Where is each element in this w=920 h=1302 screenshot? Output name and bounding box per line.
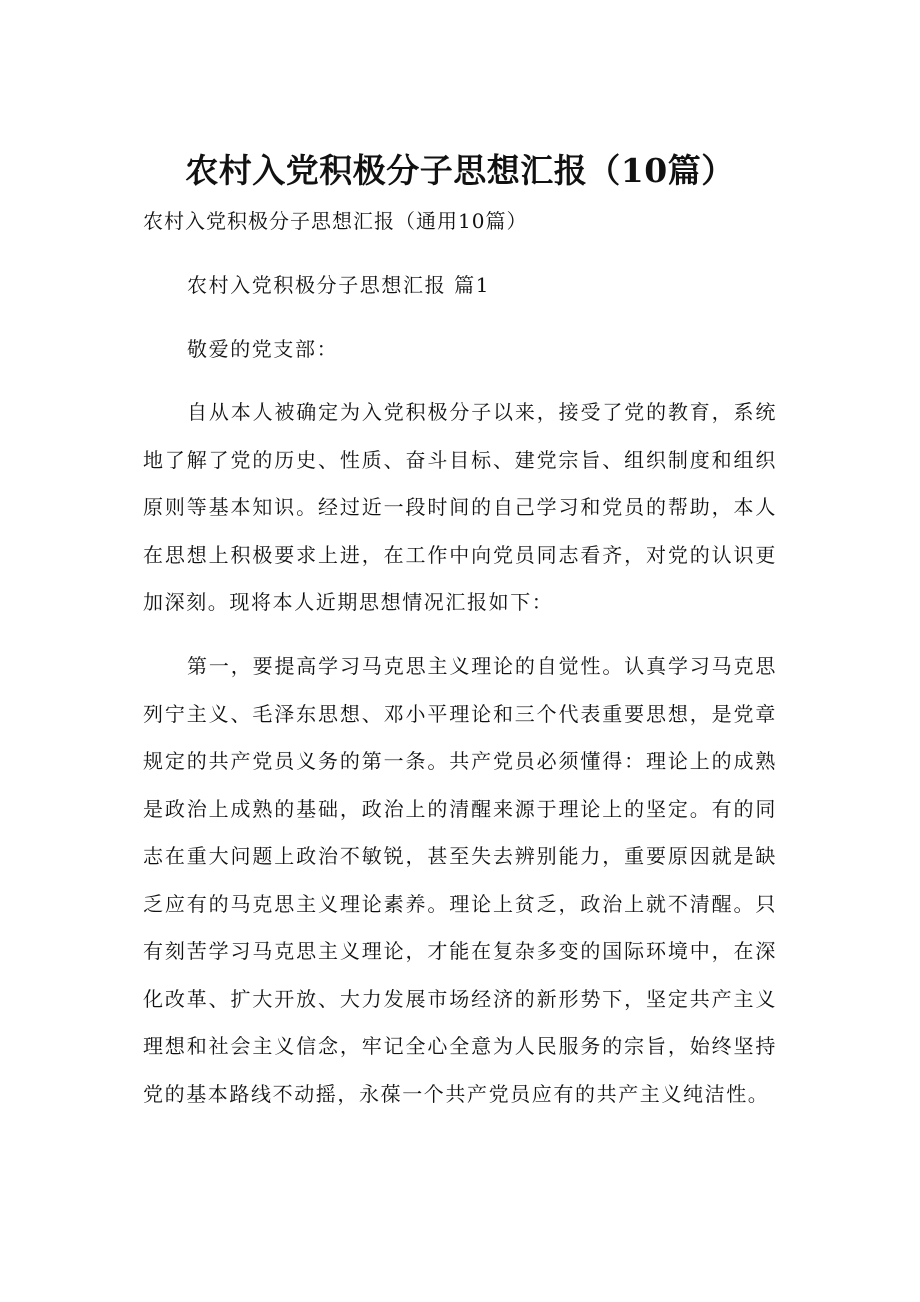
section-heading: 农村入党积极分子思想汇报 篇1 [187,273,491,297]
document-title: 农村入党积极分子思想汇报（10篇） [185,151,735,190]
document-subtitle: 农村入党积极分子思想汇报（通用10篇） [143,209,528,233]
salutation: 敬爱的党支部： [187,337,339,361]
body-paragraph: 第一，要提高学习马克思主义理论的自觉性。认真学习马克思列宁主义、毛泽东思想、邓小平理论和三个代表重要思想，是党章规定的共产党员义务的第一条。共产党员必须懂得：理论上的成熟是政治上成熟的基础，政治上的清醒来源于理论上的坚定。有的同志在重大问题上政治不敏锐，甚至失去辨别能力，重要原因就是缺乏应有的马克思主义理论素养。理论上贫乏，政治上就不清醒。只有刻苦学习马克思主义理论，才能在复杂多变的国际环境中，在深化改革、扩大开放、大力发展市场经济的新形势下，坚定共产主义理想和社会主义信念，牢记全心全意为人民服务的宗旨，始终坚持党的基本路线不动摇，永葆一个共产党员应有的共产主义纯洁性。 [143,654,777,1106]
body-paragraph: 自从本人被确定为入党积极分子以来，接受了党的教育，系统地了解了党的历史、性质、奋斗目标、建党宗旨、组织制度和组织原则等基本知识。经过近一段时间的自己学习和党员的帮助，本人在思想上积极要求上进，在工作中向党员同志看齐，对党的认识更加深刻。现将本人近期思想情况汇报如下： [143,400,777,614]
